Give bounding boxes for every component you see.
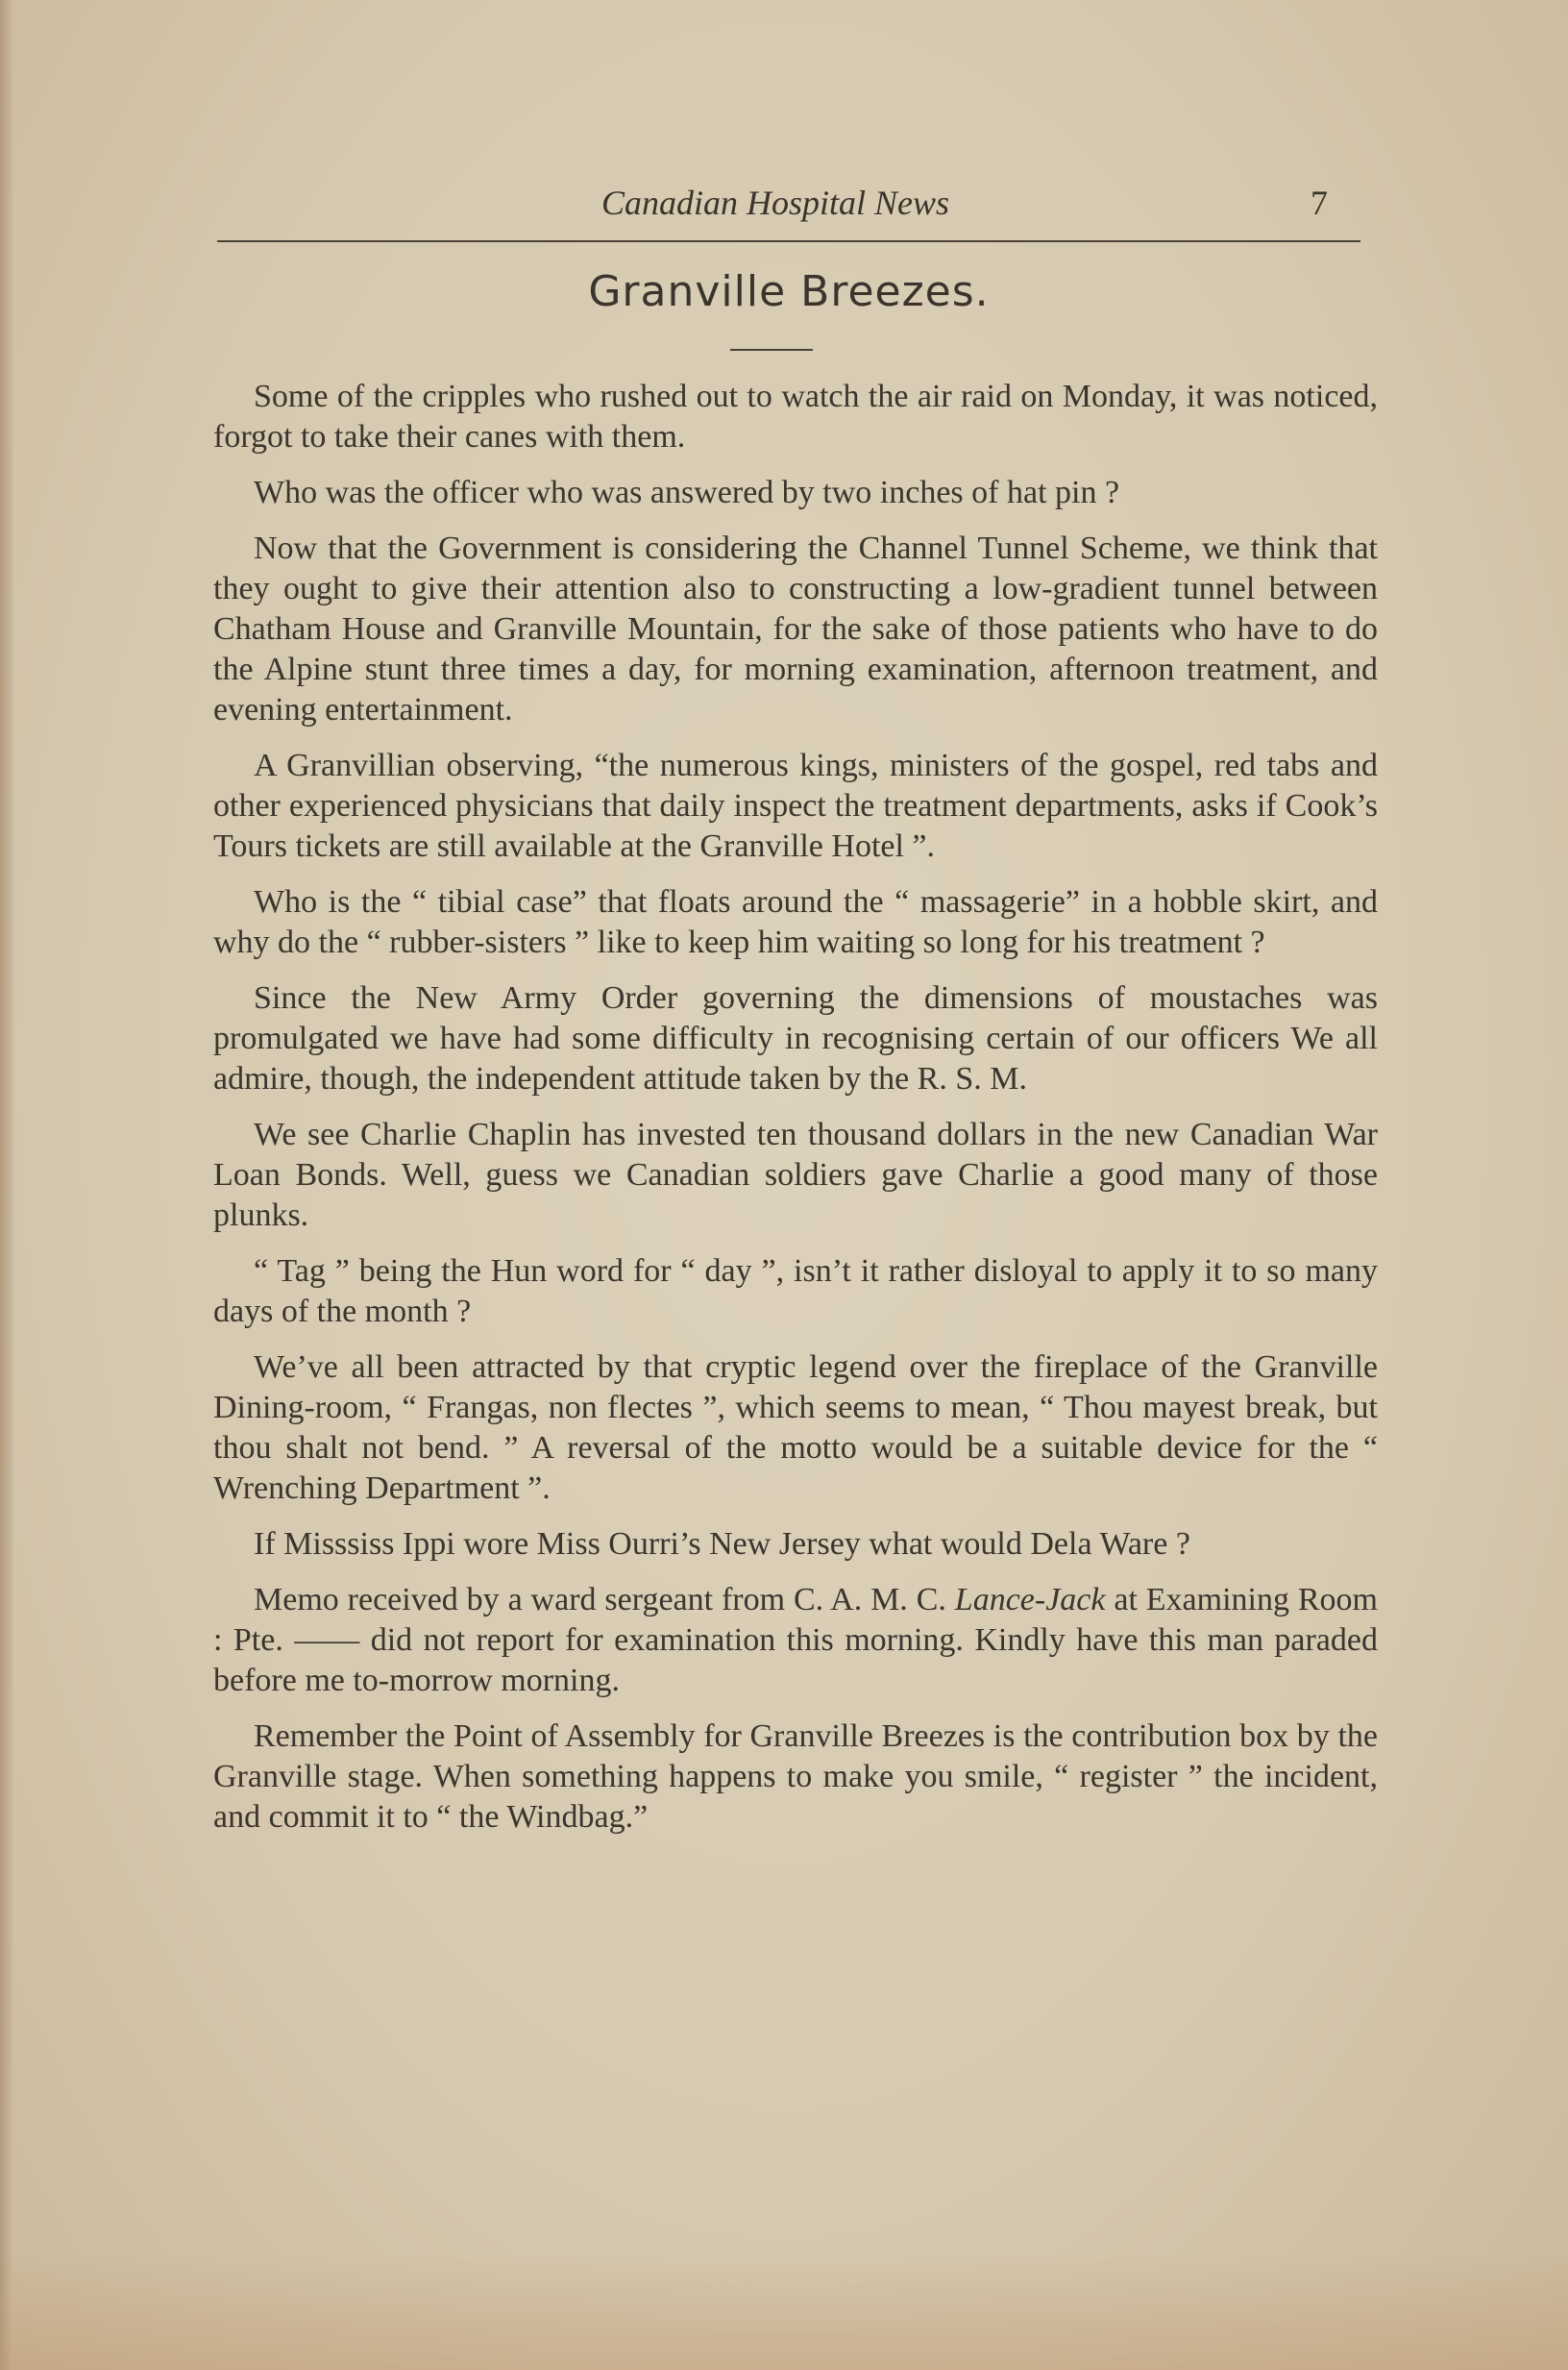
memo-text-start: Memo received by a ward sergeant from C. A. M. C. [254, 1582, 955, 1617]
header-rule [217, 240, 1360, 242]
paragraph: We see Charlie Chaplin has invested ten thousand dollars in the new Canadian War Loan Bonds. Well, guess we Canadian soldiers gave Charlie a good many of those plunks. [213, 1117, 1378, 1233]
article-body [213, 377, 1378, 1853]
memo-paragraph [213, 1580, 1378, 1701]
article-title: Granville Breezes. [588, 267, 990, 316]
page-number: 7 [1311, 184, 1328, 222]
running-head [217, 183, 1357, 231]
memo-text-end: at Examining Room : Pte. —— did not report for examination this morning. Kindly have this man paraded before me to-morrow morning. [213, 1582, 1378, 1698]
paragraph: A Granvillian observing, “the numerous kings, ministers of the gospel, red tabs and other experienced physicians that daily inspect the treatment departments, asks if Cook’s Tours tickets are still available at the Granville Hotel ”. [213, 748, 1378, 864]
running-title: Canadian Hospital News [601, 184, 950, 222]
paragraph: Some of the cripples who rushed out to watch the air raid on Monday, it was noticed, forgot to take their canes with them. [213, 379, 1378, 455]
paragraph: Since the New Army Order governing the dimensions of moustaches was promulgated we have had some difficulty in recognising certain of our officers We all admire, though, the independent attitude taken by the R. S. M. [213, 980, 1378, 1097]
memo-italic-term: Lance-Jack [954, 1582, 1106, 1617]
paper-stain [0, 2255, 1568, 2370]
paragraph: Now that the Government is considering the Channel Tunnel Scheme, we think that they ought to give their attention also to constructing a low-gradient tunnel between Chatham House and Granville Mountain, for the sake of those patients who have to do the Alpine stunt three times a day, for morning examination, afternoon treatment, and evening entertainment. [213, 531, 1378, 728]
title-rule [730, 349, 813, 351]
page-edge [0, 0, 13, 2370]
paragraph: We’ve all been attracted by that cryptic legend over the fireplace of the Granville Dining-room, “ Frangas, non flectes ”, which seems to mean, “ Thou mayest break, but thou shalt not bend. ” A reversal of the motto would be a suitable device for the “ Wrenching Department ”. [213, 1349, 1378, 1506]
paragraph: Who is the “ tibial case” that floats around the “ massagerie” in a hobble skirt, and why do the “ rubber-sisters ” like to keep him waiting so long for his treatment ? [213, 884, 1378, 960]
paragraph: If Misssiss Ippi wore Miss Ourri’s New Jersey what would Dela Ware ? [254, 1526, 1190, 1562]
closing-paragraph: Remember the Point of Assembly for Granville Breezes is the contribution box by the Granville stage. When something happens to make you smile, “ register ” the incident, and commit it to “ the Windbag.” [213, 1718, 1378, 1835]
paragraph: Who was the officer who was answered by two inches of hat pin ? [254, 475, 1120, 510]
paragraph: “ Tag ” being the Hun word for “ day ”, isn’t it rather disloyal to apply it to so many days of the month ? [213, 1253, 1378, 1329]
